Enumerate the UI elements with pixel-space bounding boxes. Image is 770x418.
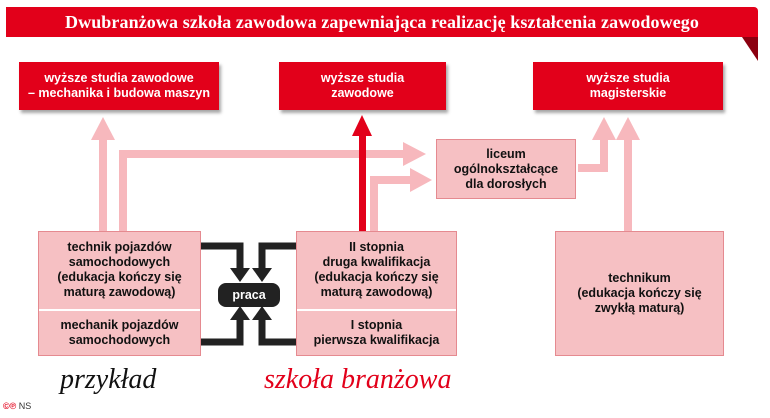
box-praca-label: praca [232, 287, 266, 302]
box-studia-magisterskie-line1: wyższe studia [586, 71, 670, 85]
divider-stopien [297, 309, 456, 311]
box-liceum-line2: ogólnokształcące [453, 161, 559, 176]
box-technik-line2: samochodowych [68, 255, 171, 269]
box-technik-line1: technik pojazdów [67, 240, 172, 254]
credit [3, 401, 31, 411]
box-stopien2-line1: II stopnia [349, 240, 404, 254]
box-technik-line4: maturą zawodową) [63, 285, 176, 299]
box-stopien1-line1: I stopnia [350, 318, 403, 332]
arrow-technik-to-studia-mechanika [91, 117, 115, 236]
divider-technik [39, 309, 200, 311]
box-mechanik [38, 312, 201, 354]
box-studia-mechanika-line2: – mechanika i budowa maszyn [27, 86, 210, 100]
box-studia-zawodowe [279, 62, 446, 110]
box-technik-line3: (edukacja kończy się [57, 270, 182, 284]
box-technikum-line2: (edukacja kończy się [577, 286, 702, 300]
box-studia-mechanika [19, 62, 219, 110]
box-stopien1 [296, 312, 457, 354]
box-studia-magisterskie [533, 62, 723, 110]
caption-szkola-branzowa: szkoła branżowa [264, 364, 452, 395]
box-studia-zawodowe-line2: zawodowe [331, 86, 394, 100]
box-stopien2-line2: druga kwalifikacja [322, 255, 431, 269]
arrow-technikum-to-magisterskie [616, 117, 640, 231]
box-stopien2-line3: (edukacja kończy się [314, 270, 439, 284]
arrow-technik-to-liceum [119, 142, 426, 236]
box-stopien1-line2: pierwsza kwalifikacja [313, 333, 440, 347]
box-technikum-line1: technikum [608, 271, 671, 285]
box-technik [38, 233, 201, 307]
box-stopien2-line4: maturą zawodową) [320, 285, 433, 299]
credit-author: NS [18, 401, 32, 411]
caption-przyklad: przykład [60, 364, 157, 395]
box-technikum [555, 231, 724, 356]
publisher-logo: ©℗ [3, 401, 17, 411]
box-mechanik-line1: mechanik pojazdów [60, 318, 179, 332]
box-liceum [436, 139, 576, 199]
box-technikum-line3: zwykłą maturą) [594, 301, 685, 315]
box-studia-zawodowe-line1: wyższe studia [320, 71, 405, 85]
box-stopien2 [296, 233, 457, 307]
box-liceum-line1: liceum [486, 146, 526, 161]
arrow-stopien2-to-liceum [370, 168, 432, 236]
arrow-liceum-to-magisterskie [578, 117, 616, 172]
box-studia-mechanika-line1: wyższe studia zawodowe [44, 71, 194, 85]
box-praca [218, 283, 280, 307]
box-mechanik-line2: samochodowych [68, 333, 171, 347]
box-studia-magisterskie-line2: magisterskie [589, 86, 667, 100]
box-liceum-line3: dla dorosłych [465, 176, 547, 191]
page-title: Dwubranżowa szkoła zawodowa zapewniająca realizację kształcenia zawodowego [65, 12, 699, 32]
arrow-stopien2-to-studia-zawodowe [352, 115, 372, 236]
